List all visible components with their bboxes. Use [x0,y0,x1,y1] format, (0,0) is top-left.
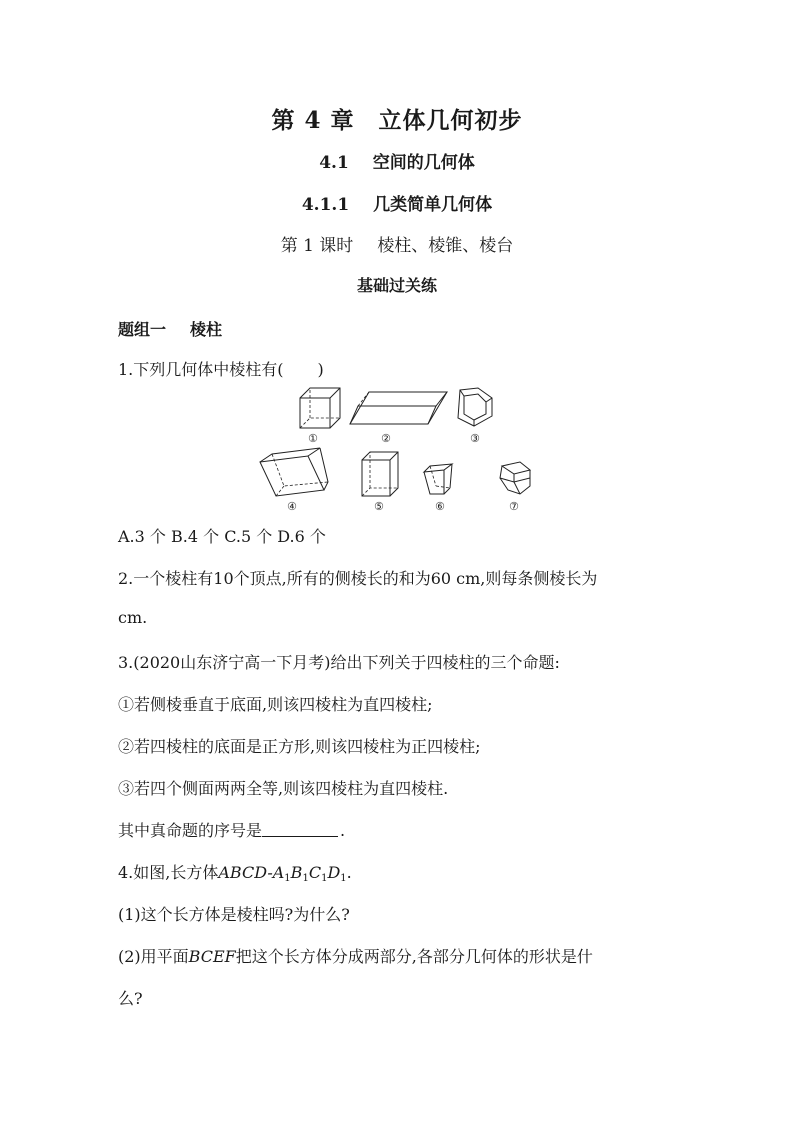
q3-answer-blank[interactable] [262,822,338,837]
figure-6-label: ⑥ [435,500,445,513]
q4-sub-d: 1 [340,873,347,884]
question-3-stem: 3.(2020山东济宁高一下月考)给出下列关于四棱柱的三个命题: [118,653,560,672]
figure-2-label: ② [381,432,391,445]
chapter-number: 第 4 章 [271,107,355,134]
group-label: 题组一 [118,320,167,339]
question-1-options: A.3 个 B.4 个 C.5 个 D.6 个 [118,527,326,546]
section-title: 空间的几何体 [372,153,475,173]
question-2-line-1: 2.一个棱柱有10个顶点,所有的侧棱长的和为60 cm,则每条侧棱长为 [118,569,598,588]
figure-2-triangular-prism [350,392,447,445]
q3-ask-text: 其中真命题的序号是 [118,821,263,840]
figure-5-label: ⑤ [374,500,384,513]
question-4-part-1: (1)这个长方体是棱柱吗?为什么? [118,905,350,924]
q3-ask-end: . [340,821,346,840]
section-heading [0,148,794,173]
question-3-proposition-3: ③若四个侧面两两全等,则该四棱柱为直四棱柱. [118,779,449,798]
q1-figures [250,382,550,516]
question-3-ask [118,818,345,841]
group-heading [118,317,222,340]
question-4-stem [118,860,352,884]
figure-3-hexagonal-prism [458,388,492,445]
q4-part2-after: 把这个长方体分成两部分,各部分几何体的形状是什 [235,947,593,966]
question-2-line-2: cm. [118,608,148,627]
q4-sub-a: 1 [284,873,291,884]
question-3-proposition-1: ①若侧棱垂直于底面,则该四棱柱为直四棱柱; [118,695,433,714]
chapter-title: 立体几何初步 [378,107,523,134]
lesson-heading [0,231,794,256]
group-topic: 棱柱 [190,320,223,339]
figure-3-label: ③ [470,432,480,445]
q4-vertex-c: C [308,863,322,882]
question-3-proposition-2: ②若四棱柱的底面是正方形,则该四棱柱为正四棱柱; [118,737,481,756]
lesson-number: 第 1 课时 [280,236,354,256]
question-4-part-2-continued: 么? [118,989,143,1008]
q4-sub-b: 1 [302,873,309,884]
q4-solid-main: ABCD-A [218,863,285,882]
subsection-number: 4.1.1 [301,195,350,215]
figure-4-label: ④ [287,500,297,513]
q4-stem-end: . [346,863,352,882]
chapter-heading [0,102,794,135]
subsection-heading [0,190,794,215]
q1-stem-text: 1.下列几何体中棱柱有( [118,360,284,379]
q4-part2-before: (2)用平面 [118,947,189,966]
lesson-title: 棱柱、棱锥、棱台 [377,236,514,256]
q4-vertex-d: D [327,863,341,882]
question-1-stem [118,357,324,380]
q4-plane-name: BCEF [188,947,236,966]
q1-close-paren: ) [317,360,324,379]
q4-vertex-b: B [290,863,303,882]
figure-7-irregular-solid [500,462,530,513]
q4-sub-c: 1 [321,873,328,884]
q4-intro: 4.如图,长方体 [118,863,219,882]
figure-1-label: ① [308,432,318,445]
subsection-title: 几类简单几何体 [373,195,493,215]
figure-6-frustum [424,464,452,513]
figure-1-cube [300,388,340,445]
figure-5-rectangular-prism [362,452,398,513]
question-4-part-2 [118,944,593,967]
figure-7-label: ⑦ [509,500,519,513]
exercise-title: 基础过关练 [356,276,437,295]
figure-4-oblique-prism [260,448,328,513]
section-number: 4.1 [319,153,349,173]
